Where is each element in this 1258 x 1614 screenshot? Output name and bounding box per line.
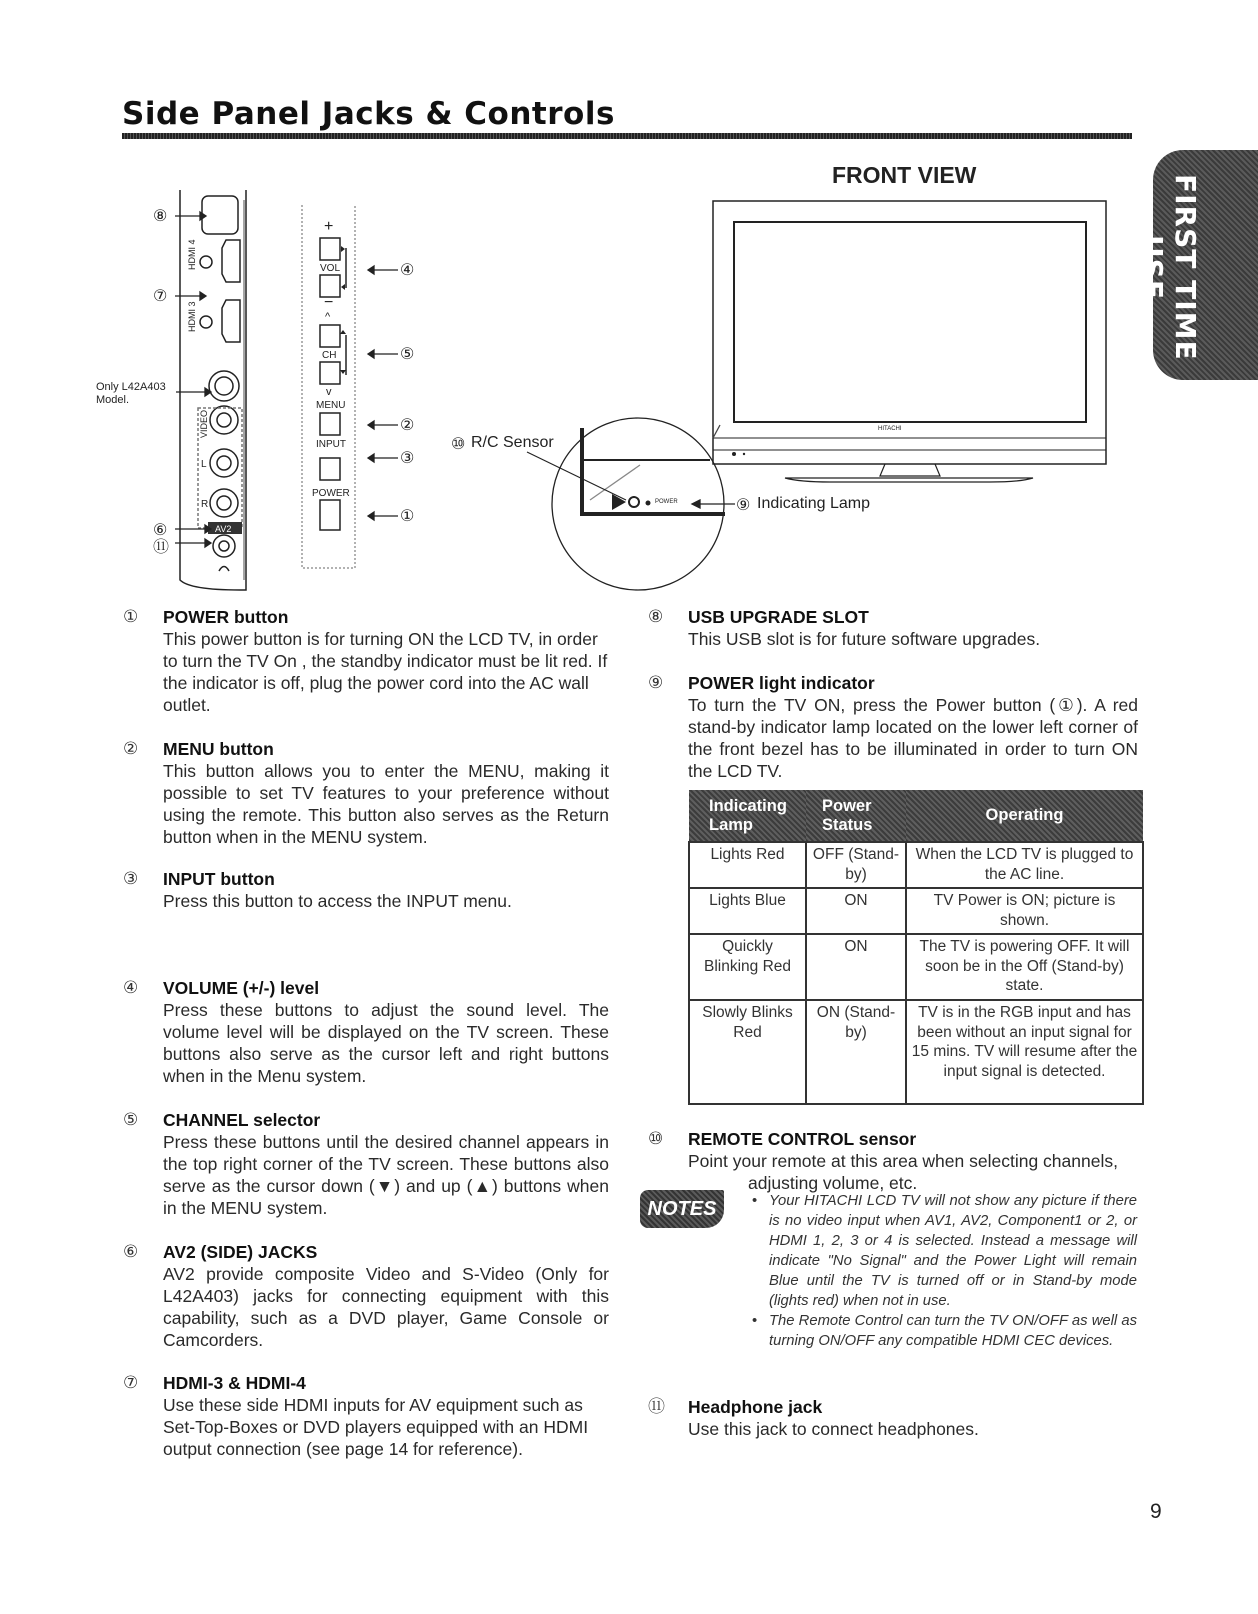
note-item: • The Remote Control can turn the TV ON/OFF as well as turning ON/OFF any compatible HDMI CEC devices. [752,1311,1137,1351]
table-cell: Lights Red [689,842,806,888]
audio-l-label: L [201,459,207,470]
section-body: Press this button to access the INPUT menu. [163,891,512,911]
hdmi4-label: HDMI 4 [187,239,197,270]
section-body: AV2 provide composite Video and S-Video (Only for L42A403) jacks for connecting equipment with this capability, such as a DVD player, Game Console or Camcorders. [163,1264,609,1350]
table-cell: ON [806,888,906,934]
table-row [689,1000,1143,1104]
header-power-status: Power Status [806,790,906,842]
rc-sensor-lens [629,497,639,507]
table-cell: OFF (Stand-by) [806,842,906,888]
indicating-lamp-label: Indicating Lamp [757,495,870,512]
power-status-table [688,790,1144,1105]
section-heading: Headphone jack [688,1397,823,1417]
section-menu-button [123,738,609,848]
power-small-label: POWER [655,499,678,505]
callout-11: ⑪ [153,539,170,556]
section-heading: MENU button [163,739,274,759]
section-body: Use these side HDMI inputs for AV equipment such as Set-Top-Boxes or DVD players equipped with an HDMI output connection (see page 14 for reference). [163,1395,589,1459]
section-body-line1: Point your remote at this area when selecting channels, [688,1151,1118,1171]
section-heading: HDMI-3 & HDMI-4 [163,1373,306,1393]
ch-up-label: ^ [325,311,331,323]
section-number: ④ [123,978,139,997]
page-title: Side Panel Jacks & Controls [122,96,615,132]
table-cell: When the LCD TV is plugged to the AC line. [906,842,1143,888]
section-heading: AV2 (SIDE) JACKS [163,1242,318,1262]
headphone-jack [213,535,235,557]
section-input-button [123,868,609,912]
hdmi3-port [222,300,240,342]
table-cell: ON (Stand-by) [806,1000,906,1104]
section-usb-slot [648,606,1138,650]
notes-list [752,1191,1137,1351]
callout-8: ⑧ [153,208,168,225]
table-cell: Lights Blue [689,888,806,934]
note-item: • Your HITACHI LCD TV will not show any picture if there is no video input when AV1, AV2, Component1 or 2, or HDMI 1, 2, 3 or 4 is selected. Instead a message will indicate "No Signal" and the Power Light will remain Blue until the TV is turned off or in Stand-by mode (lights red) when not in use. [752,1191,1137,1311]
power-button [320,500,340,530]
vol-plus-label: + [324,218,334,235]
table-row [689,934,1143,1000]
callout-1: ① [400,508,415,525]
section-body: Press these buttons until the desired channel appears in the top right corner of the TV screen. These buttons also serve as the cursor down (▼) and up (▲) buttons when in the MENU system. [163,1132,609,1218]
usb-slot [202,196,238,234]
tv-stand [880,464,940,476]
table-cell: TV Power is ON; picture is shown. [906,888,1143,934]
ch-down-button [320,362,340,384]
section-number: ③ [123,869,139,888]
only-model-line2: Model. [96,394,130,406]
section-body: To turn the TV ON, press the Power button (①). A red stand-by indicator lamp located on the lower left corner of the front bezel has to be illuminated in order to turn ON the LCD TV. [688,695,1138,781]
header-indicating-lamp: Indicating Lamp [689,790,806,842]
table-cell: TV is in the RGB input and has been without an input signal for 15 mins. TV will resume after the input signal is detected. [906,1000,1143,1104]
section-number: ① [123,607,139,626]
section-number: ⑧ [648,607,664,626]
table-cell: Quickly Blinking Red [689,934,806,1000]
hdmi4-port [222,240,240,282]
section-av2-jacks [123,1241,609,1351]
audio-r-label: R [201,499,209,510]
table-header-row [689,790,1143,842]
callout-9: ⑨ [736,497,751,514]
vol-up-button [320,238,340,260]
callout-6: ⑥ [153,522,168,539]
section-heading: VOLUME (+/-) level [163,978,320,998]
table-cell: The TV is powering OFF. It will soon be in the Off (Stand-by) state. [906,934,1143,1000]
side-tab-label: FIRST TIME USE [1136,174,1202,361]
input-button [320,458,340,480]
header-operating: Operating [906,790,1143,842]
menu-button [320,413,340,435]
section-number: ⑦ [123,1373,139,1392]
rc-sensor-label: R/C Sensor [471,434,554,451]
table-row [689,888,1143,934]
section-number: ⑨ [648,673,664,692]
tv-front-view [713,201,1106,482]
section-body: Press these buttons to adjust the sound level. The volume level will be displayed on the TV screen. These buttons also serve as the cursor left and right buttons when in the Menu system. [163,1000,609,1086]
section-headphone-jack [648,1396,1138,1440]
callout-3: ③ [400,450,415,467]
vol-label: VOL [320,263,341,274]
section-heading: CHANNEL selector [163,1110,321,1130]
page-number: 9 [1150,1500,1162,1523]
notes-badge: NOTES [640,1190,724,1228]
video-label: VIDEO [199,409,209,438]
table-cell: Slowly Blinks Red [689,1000,806,1104]
tv-brand: HITACHI [878,426,902,432]
tv-bezel [713,201,1106,464]
section-power-light [648,672,1138,782]
section-number: ⑥ [123,1242,139,1261]
section-volume-level [123,977,609,1087]
side-panel-diagram [0,0,1258,600]
input-label: INPUT [316,439,346,450]
ch-up-button [320,325,340,347]
hdmi3-label: HDMI 3 [187,301,197,332]
callout-10: ⑩ [451,436,466,453]
section-number: ⑪ [648,1397,665,1416]
av2-label: AV2 [215,524,232,534]
section-heading: POWER light indicator [688,673,875,693]
front-view-label: FRONT VIEW [832,162,977,188]
only-model-line1: Only L42A403 [96,381,166,393]
audio-l-jack [210,449,238,477]
section-body-line2: adjusting volume, etc. [748,1173,918,1193]
section-body: This USB slot is for future software upgrades. [688,629,1041,649]
callout-4: ④ [400,262,415,279]
power-label: POWER [312,488,350,499]
menu-label: MENU [316,400,346,411]
ch-down-label: v [326,386,332,398]
section-channel-selector [123,1109,609,1219]
section-power-button [123,606,609,716]
callout-2: ② [400,417,415,434]
section-number: ⑤ [123,1110,139,1129]
callout-5: ⑤ [400,346,415,363]
vol-minus-label: − [324,294,334,311]
section-body: Use this jack to connect headphones. [688,1419,979,1439]
table-cell: ON [806,934,906,1000]
power-lamp [646,501,651,506]
section-number: ② [123,739,139,758]
section-body: This power button is for turning ON the LCD TV, in order to turn the TV On , the standby indicator must be lit red. If the indicator is off, plug the power cord into the AC wall outlet. [163,629,608,715]
table-row [689,842,1143,888]
video-jack [210,406,238,434]
section-heading: REMOTE CONTROL sensor [688,1129,917,1149]
section-heading: USB UPGRADE SLOT [688,607,869,627]
tv-screen [734,222,1086,422]
section-heading: POWER button [163,607,289,627]
section-remote-sensor [648,1128,1148,1194]
section-heading: INPUT button [163,869,275,889]
audio-r-jack [210,489,238,517]
ch-label: CH [322,350,337,361]
section-number: ⑩ [648,1129,664,1148]
callout-7: ⑦ [153,288,168,305]
section-hdmi [123,1372,609,1460]
svideo-jack [209,371,239,401]
section-body: This button allows you to enter the MENU, making it possible to set TV features to your preference without using the remote. This button also serves as the Return button when in the MENU system. [163,761,609,847]
